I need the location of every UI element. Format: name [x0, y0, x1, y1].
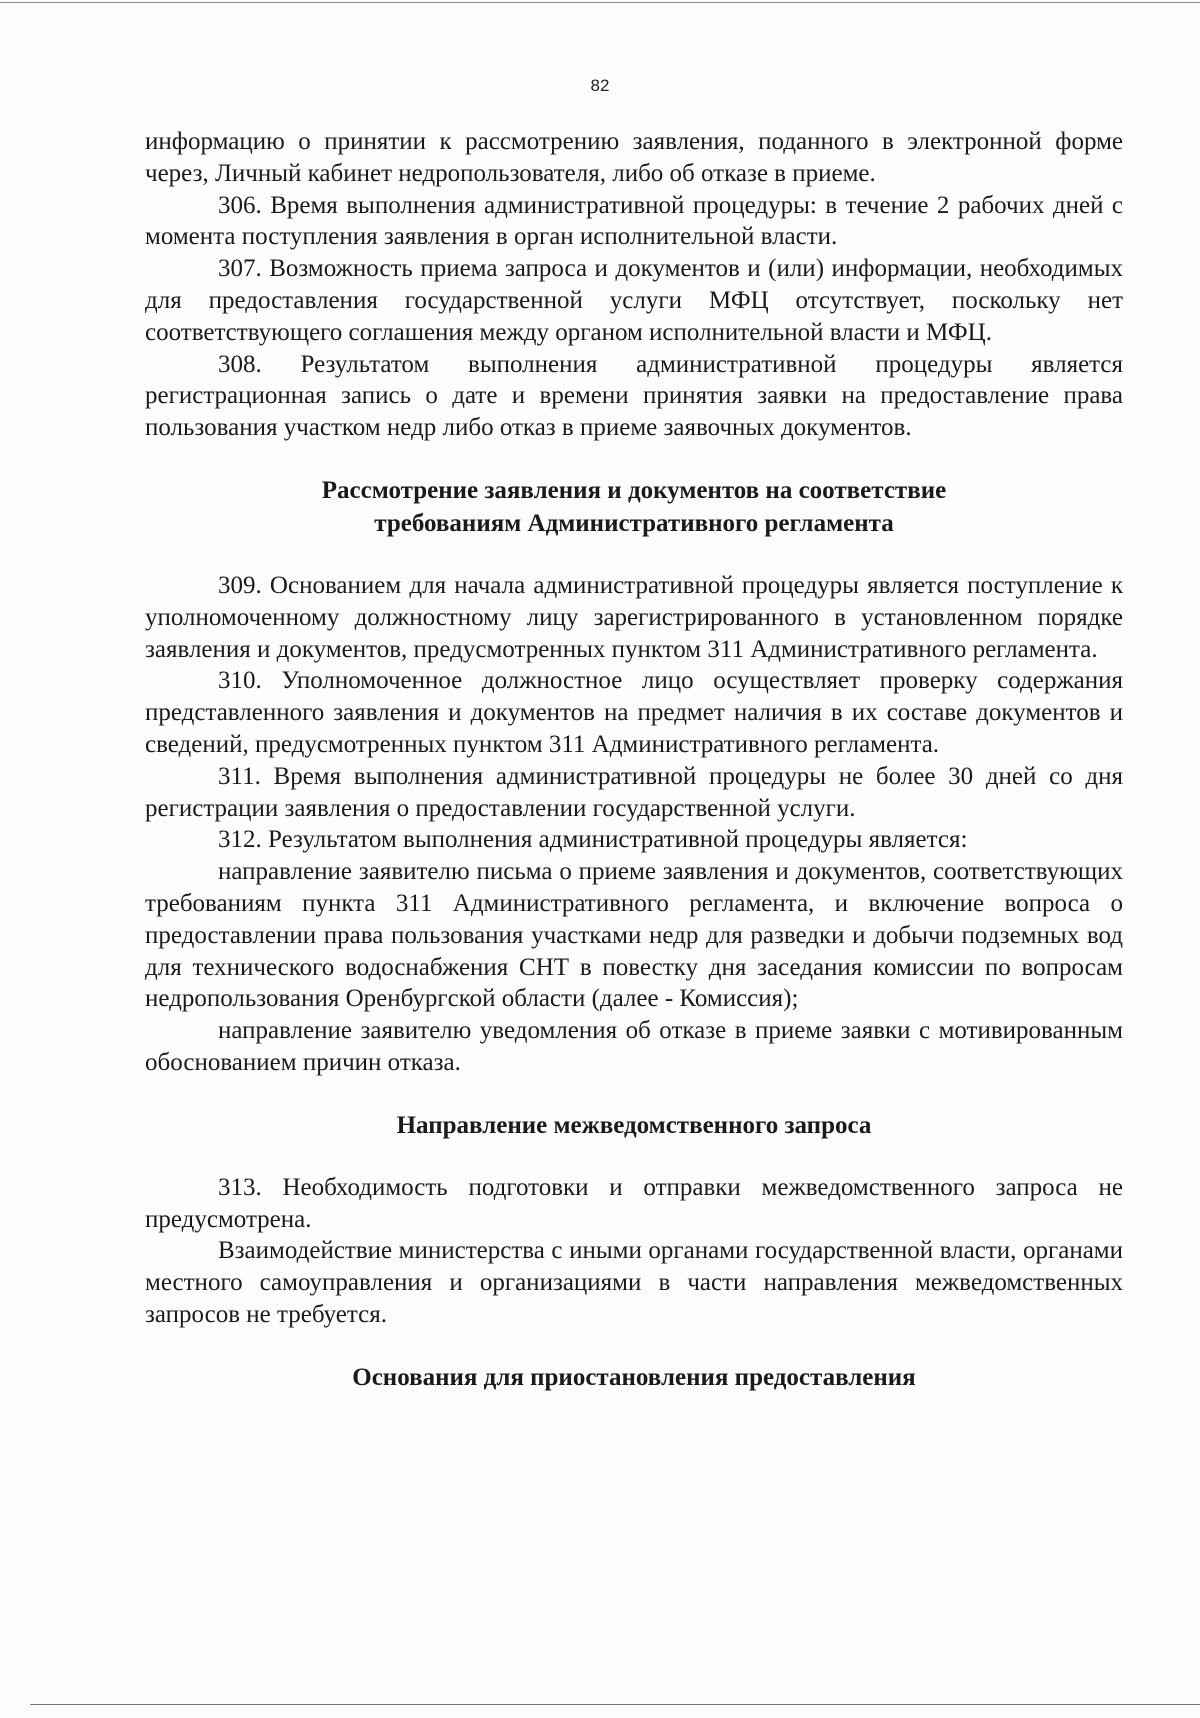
document-body: [145, 126, 1123, 1394]
section-heading-interagency-request: Направление межведомственного запроса: [396, 1111, 872, 1139]
page-number: 82: [590, 76, 610, 95]
paragraph-312: 312. Результатом выполнения административной процедуры является:: [218, 826, 968, 854]
paragraph-306: 306. Время выполнения административной процедуры: в течение 2 рабочих дней с момента поступления заявления в орган исполнительной власти.: [145, 191, 1123, 251]
section-heading-suspension-grounds: Основания для приостановления предоставления: [352, 1363, 916, 1391]
section-heading-review-line2: требованиям Административного регламента: [374, 509, 894, 537]
paragraph-311: 311. Время выполнения административной процедуры не более 30 дней со дня регистрации заявления о предоставлении государственной услуги.: [145, 762, 1123, 822]
paragraph-309: 309. Основанием для начала административной процедуры является поступление к уполномоченному должностному лицу зарегистрированного в установленном порядке заявления и документов, предусмотренных пунктом 311 Административного регламента.: [145, 571, 1123, 663]
paragraph-310: 310. Уполномоченное должностное лицо осуществляет проверку содержания представленного заявления и документов на предмет наличия в их составе документов и сведений, предусмотренных пунктом 311 Административного регламента.: [145, 667, 1123, 758]
section-heading-review-line1: Рассмотрение заявления и документов на соответствие: [321, 476, 947, 504]
paragraph-312-item-b: направление заявителю уведомления об отказе в приеме заявки с мотивированным обоснованием причин отказа.: [145, 1017, 1123, 1076]
paragraph-continuation: информацию о принятии к рассмотрению заявления, поданного в электронной форме через, Личный кабинет недропользователя, либо об отказе в приеме.: [145, 128, 1123, 187]
paragraph-312-item-a: направление заявителю письма о приеме заявления и документов, соответствующих требованиям пункта 311 Административного регламента, и включение вопроса о предоставлении права пользования участками недр для разведки и добычи подземных вод для технического водоснабжения СНТ в повестку дня заседания комиссии по вопросам недропользования Оренбургской области (далее - Комиссия);: [145, 858, 1123, 1013]
top-border-line: [0, 2, 1200, 3]
paragraph-313-interaction: Взаимодействие министерства с иными органами государственной власти, органами местного самоуправления и организациями в части направления межведомственных запросов не требуется.: [145, 1237, 1123, 1328]
bottom-border-line: [30, 1704, 1200, 1705]
paragraph-308: 308. Результатом выполнения административной процедуры является регистрационная запись о дате и времени принятия заявки на предоставление права пользования участком недр либо отказ в приеме заявочных документов.: [145, 350, 1123, 442]
paragraph-313: 313. Необходимость подготовки и отправки межведомственного запроса не предусмотрена.: [145, 1173, 1123, 1233]
paragraph-307: 307. Возможность приема запроса и документов и (или) информации, необходимых для предоставления государственной услуги МФЦ отсутствует, поскольку нет соответствующего соглашения между органом исполнительной власти и МФЦ.: [145, 255, 1123, 346]
